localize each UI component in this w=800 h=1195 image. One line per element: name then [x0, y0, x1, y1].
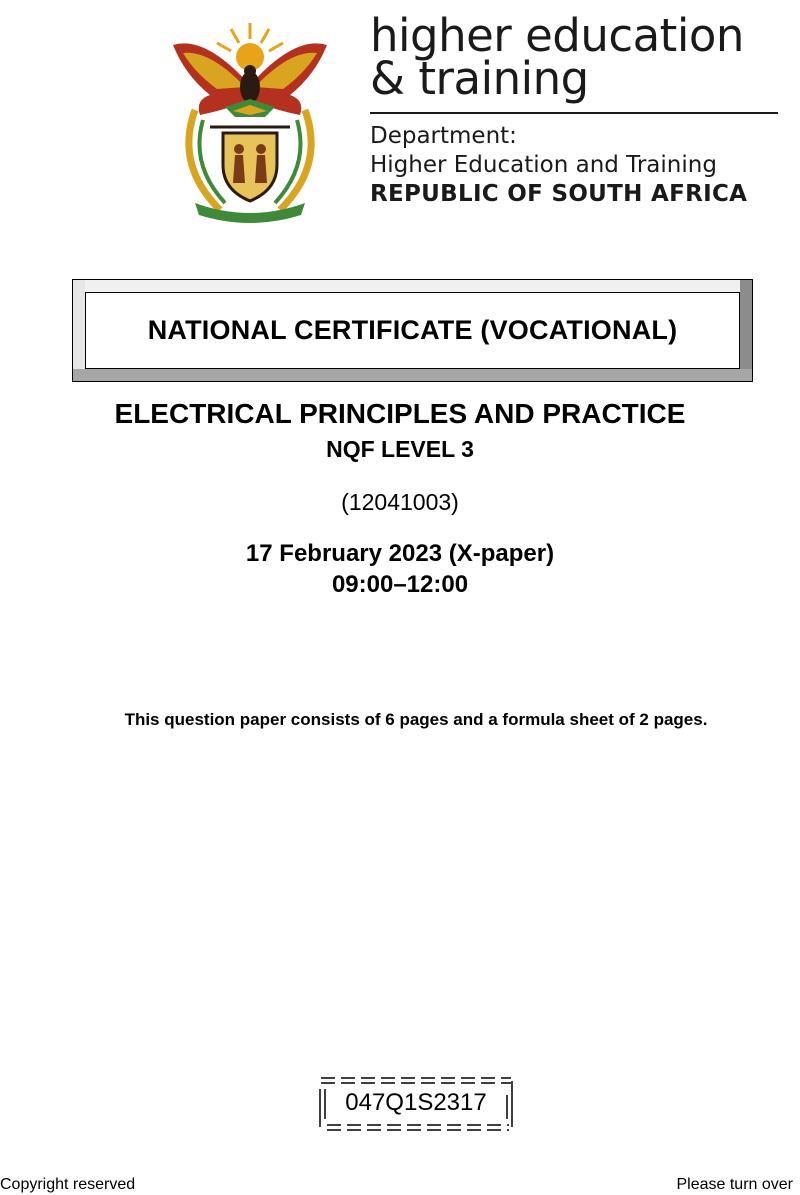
department-header [370, 9, 790, 209]
frame-bevel-top [73, 280, 752, 292]
department-title-line1: higher education [370, 9, 744, 62]
coat-of-arms-icon [165, 15, 335, 225]
department-title-line2: & training [370, 52, 589, 105]
footer-copyright: Copyright reserved [0, 1176, 136, 1193]
frame-bevel-bottom [73, 369, 752, 381]
certificate-frame [72, 279, 753, 382]
country-name: REPUBLIC OF SOUTH AFRICA [370, 181, 748, 207]
frame-bevel-left [73, 280, 85, 381]
exam-date: 17 February 2023 (X-paper) [245, 540, 555, 567]
paper-code: 047Q1S2317 [345, 1089, 487, 1116]
department-rule [370, 112, 778, 114]
footer-turn-over: Please turn over [676, 1176, 793, 1193]
department-name: Higher Education and Training [370, 152, 717, 178]
frame-bevel-right [740, 280, 752, 381]
subject-name: ELECTRICAL PRINCIPLES AND PRACTICE [114, 398, 686, 429]
exam-time: 09:00–12:00 [331, 571, 469, 598]
page-count-notice: This question paper consists of 6 pages and a formula sheet of 2 pages. [124, 710, 708, 729]
coat-of-arms-logo [165, 15, 335, 225]
certificate-title: NATIONAL CERTIFICATE (VOCATIONAL) [147, 315, 678, 345]
department-label: Department: [370, 123, 517, 149]
subject-code: (12041003) [341, 489, 459, 515]
nqf-level: NQF LEVEL 3 [326, 436, 474, 462]
paper-code-box [317, 1075, 515, 1133]
certificate-inner [85, 292, 740, 369]
